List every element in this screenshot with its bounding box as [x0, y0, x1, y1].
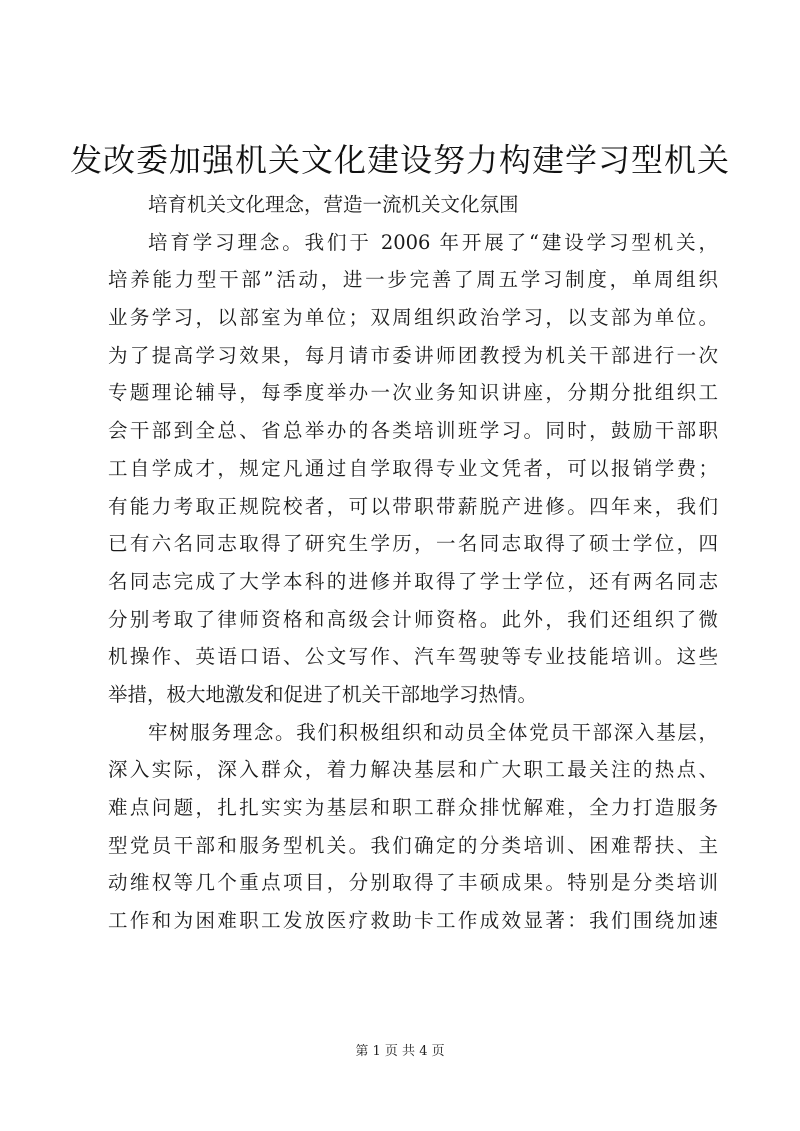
paragraph-line: 培育学习理念。我们于 2006 年开展了“建设学习型机关，	[148, 230, 718, 254]
paragraph-line: 工作和为困难职工发放医疗救助卡工作成效显著：我们围绕加速	[108, 909, 718, 933]
paragraph-line: 动维权等几个重点项目，分别取得了丰硕成果。特别是分类培训	[108, 871, 718, 895]
paragraph-line: 有能力考取正规院校者，可以带职带薪脱产进修。四年来，我们	[108, 494, 718, 518]
paragraph-line: 专题理论辅导，每季度举办一次业务知识讲座，分期分批组织工	[108, 381, 718, 405]
document-body	[108, 186, 718, 940]
page-footer: 第 1 页 共 4 页	[355, 1044, 445, 1059]
paragraph-line: 难点问题，扎扎实实为基层和职工群众排忧解难，全力打造服务	[108, 796, 718, 819]
paragraph-line: 名同志完成了大学本科的进修并取得了学士学位，还有两名同志	[108, 569, 718, 593]
paragraph-line: 型党员干部和服务型机关。我们确定的分类培训、困难帮扶、主	[108, 833, 718, 857]
paragraph-line: 为了提高学习效果，每月请市委讲师团教授为机关干部进行一次	[108, 343, 718, 367]
section-heading: 培育机关文化理念，营造一流机关文化氛围	[148, 193, 519, 216]
document-title: 发改委加强机关文化建设努力构建学习型机关	[69, 141, 730, 179]
paragraph-line: 已有六名同志取得了研究生学历，一名同志取得了硕士学位，四	[108, 532, 718, 556]
paragraph-line: 牢树服务理念。我们积极组织和动员全体党员干部深入基层，	[148, 720, 718, 744]
paragraph-line: 业务学习，以部室为单位；双周组织政治学习，以支部为单位。	[108, 306, 718, 330]
paragraph-line: 培养能力型干部”活动，进一步完善了周五学习制度，单周组织	[108, 268, 718, 292]
paragraph-line: 机操作、英语口语、公文写作、汽车驾驶等专业技能培训。这些	[108, 645, 718, 669]
paragraph-line: 工自学成才，规定凡通过自学取得专业文凭者，可以报销学费；	[108, 456, 718, 480]
paragraph-line: 会干部到全总、省总举办的各类培训班学习。同时，鼓励干部职	[108, 419, 718, 443]
paragraph-line: 分别考取了律师资格和高级会计师资格。此外，我们还组织了微	[108, 607, 718, 631]
paragraph-line: 举措，极大地激发和促进了机关干部地学习热情。	[108, 682, 538, 706]
paragraph-line: 深入实际，深入群众，着力解决基层和广大职工最关注的热点、	[108, 758, 718, 782]
